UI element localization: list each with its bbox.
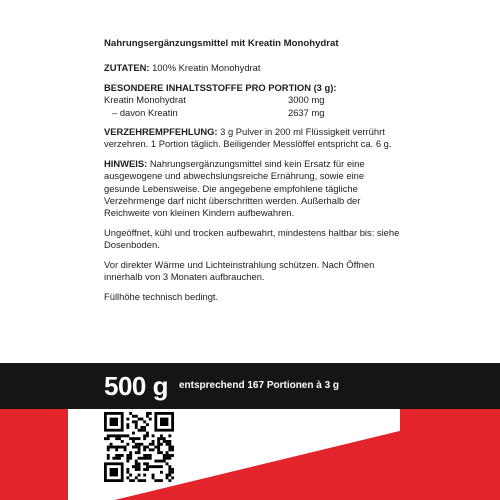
product-label-text: [104, 38, 400, 310]
usage-text: 3 g Pulver in 200 ml Flüssigkeit verrührt verzehren. 1 Portion täglich. Beiligender Messlöffel entspricht ca. 6 g.: [104, 126, 392, 150]
qr-code-icon: [104, 412, 174, 482]
usage-section: [104, 126, 400, 151]
nutrients-section: [104, 82, 400, 119]
net-weight: 500 g: [104, 371, 168, 401]
usage-heading: VERZEHREMPFEHLUNG:: [104, 126, 218, 138]
weight-band: [0, 363, 500, 409]
ingredients-heading: ZUTATEN:: [104, 62, 150, 74]
ingredients-text: 100% Kreatin Monohydrat: [152, 62, 261, 74]
nutrient-row: [104, 107, 400, 119]
nutrient-amount: 3000 mg: [288, 94, 325, 106]
note-text: Nahrungsergänzungsmittel sind kein Ersatz für eine ausgewogene und abwechslungsreiche Ernährung, sowie eine gesunde Lebensweise. Die angegebene empfohlene tägliche Verzehrmenge darf nicht überschritten werden. Außerhalb der Reichweite von kleinen Kindern aufbewahren.: [104, 157, 365, 219]
red-footer: [0, 409, 500, 500]
note-heading: HINWEIS:: [104, 157, 148, 169]
nutrient-amount: 2637 mg: [288, 106, 325, 118]
protect-text: Vor direkter Wärme und Lichteinstrahlung schützen. Nach Öffnen innerhalb von 3 Monaten aufbrauchen.: [104, 258, 375, 283]
label-title: Nahrungsergänzungsmittel mit Kreatin Monohydrat: [104, 38, 339, 49]
qr-code-graphic: [104, 412, 174, 482]
nutrient-name: Kreatin Monohydrat: [104, 94, 186, 106]
note-section: [104, 158, 400, 220]
ingredients-section: [104, 62, 400, 74]
fill-text: Füllhöhe technisch bedingt.: [104, 290, 219, 302]
nutrient-row: [104, 94, 400, 106]
portions-text: entsprechend 167 Portionen à 3 g: [179, 380, 340, 391]
storage-text: Ungeöffnet, kühl und trocken aufbewahrt, mindestens haltbar bis: siehe Dosenboden.: [104, 226, 400, 251]
nutrient-name: – davon Kreatin: [112, 106, 178, 118]
nutrients-heading: BESONDERE INHALTSSTOFFE PRO PORTION (3 g):: [104, 81, 337, 93]
